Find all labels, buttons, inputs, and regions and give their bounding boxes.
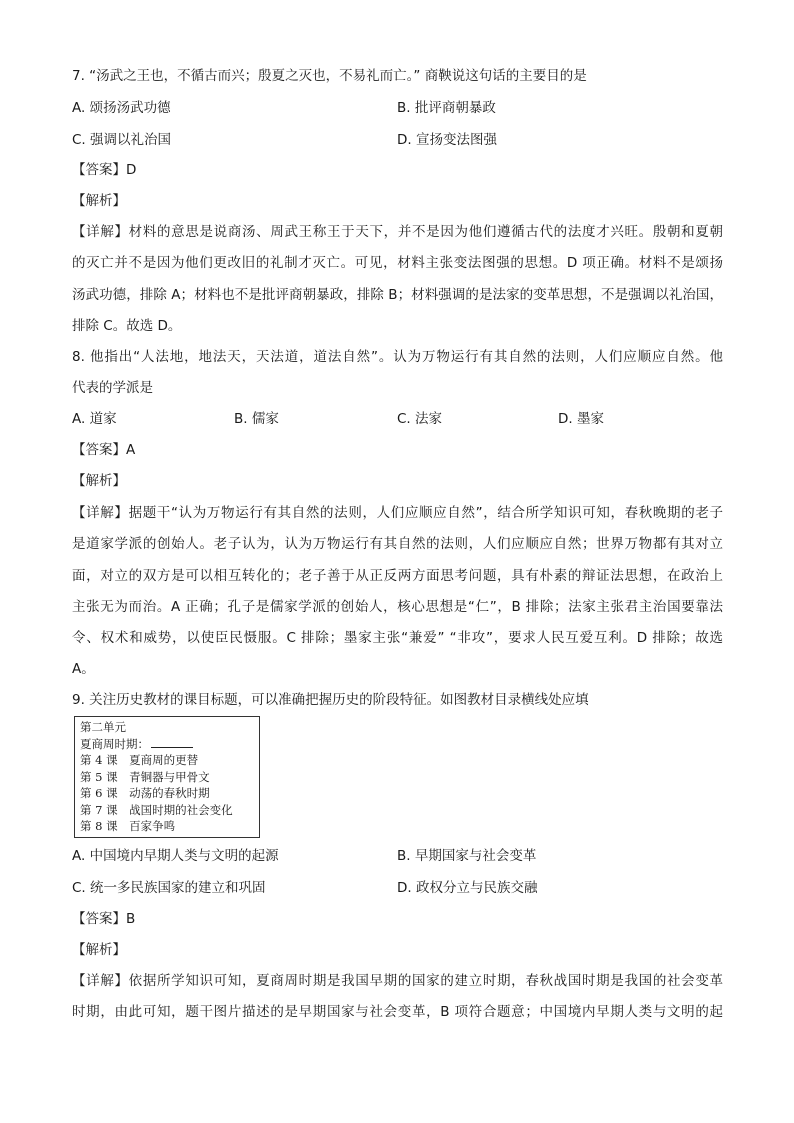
q8-detail-line: 【详解】据题干“认为万物运行有其自然的法则，人们应顺应自然”，结合所学知识可知，春秋晚期的老子 <box>72 505 723 521</box>
q7-detail-line: 的灭亡并不是因为他们更改旧的礼制才灭亡。可见，材料主张变法图强的思想。D 项正确。材料不是颂扬 <box>72 255 723 271</box>
q7-option-b: B. 批评商朝暴政 <box>397 100 496 116</box>
q7-analysis-label: 【解析】 <box>72 193 126 209</box>
toc-lesson: 第 6 课 动荡的春秋时期 <box>80 786 210 800</box>
q7-option-d: D. 宣扬变法图强 <box>397 132 497 148</box>
toc-period: 夏商周时期： <box>80 736 259 753</box>
q8-detail-line: 主张无为而治。A 正确；孔子是儒家学派的创始人，核心思想是“仁”，B 排除；法家主张君主治国要靠法 <box>72 599 723 615</box>
toc-lesson: 第 7 课 战国时期的社会变化 <box>80 802 233 817</box>
q7-detail-line: 【详解】材料的意思是说商汤、周武王称王于天下，并不是因为他们遵循古代的法度才兴旺。殷朝和夏朝 <box>72 224 723 240</box>
q8-stem-line: 8. 他指出“人法地，地法天，天法道，道法自然”。认为万物运行有其自然的法则，人们应顺应自然。他 <box>72 349 723 365</box>
q9-detail-line: 时期，由此可知，题干图片描述的是早期国家与社会变革，B 项符合题意；中国境内早期人类与文明的起 <box>72 1004 723 1020</box>
q9-stem: 9. 关注历史教材的课目标题，可以准确把握历史的阶段特征。如图教材目录横线处应填 <box>72 692 589 708</box>
toc-unit: 第二单元 <box>80 720 126 734</box>
q7-stem: 7. “汤武之王也，不循古而兴；殷夏之灭也，不易礼而亡。” 商鞅说这句话的主要目的是 <box>72 68 587 84</box>
q7-detail-line: 汤武功德，排除 A；材料也不是批评商朝暴政，排除 B；材料强调的是法家的变革思想，不是强调以礼治国， <box>72 287 723 303</box>
q8-option-b: B. 儒家 <box>234 411 279 427</box>
q8-option-d: D. 墨家 <box>558 411 604 427</box>
q7-detail-line: 排除 C。故选 D。 <box>72 318 182 334</box>
q8-analysis-label: 【解析】 <box>72 473 126 489</box>
toc-lesson: 第 4 课 夏商周的更替 <box>80 753 199 767</box>
q9-analysis-label: 【解析】 <box>72 942 126 958</box>
toc-lesson: 第 5 课 青铜器与甲骨文 <box>80 769 210 784</box>
q8-detail-line: 是道家学派的创始人。老子认为，认为万物运行有其自然的法则，人们应顺应自然；世界万物都有其对立 <box>72 536 723 552</box>
fill-in-blank <box>151 736 193 748</box>
q9-option-d: D. 政权分立与民族交融 <box>397 880 538 896</box>
q8-detail-line: 面，对立的双方是可以相互转化的；老子善于从正反两方面思考问题，具有朴素的辩证法思想，在政治上 <box>72 568 723 584</box>
q8-detail-line: A。 <box>72 661 95 677</box>
q8-option-a: A. 道家 <box>72 411 117 427</box>
q8-answer: 【答案】A <box>72 442 136 458</box>
q9-option-a: A. 中国境内早期人类与文明的起源 <box>72 848 279 864</box>
q9-answer: 【答案】B <box>72 911 136 927</box>
toc-lesson: 第 8 课 百家争鸣 <box>80 819 176 833</box>
q7-option-c: C. 强调以礼治国 <box>72 132 172 148</box>
q9-option-c: C. 统一多民族国家的建立和巩固 <box>72 880 266 896</box>
q7-option-a: A. 颂扬汤武功德 <box>72 100 171 116</box>
q9-option-b: B. 早期国家与社会变革 <box>397 848 537 864</box>
q8-option-c: C. 法家 <box>397 411 443 427</box>
textbook-contents-box <box>74 716 260 838</box>
q8-detail-line: 令、权术和威势，以使臣民慑服。C 排除；墨家主张“兼爱” “非攻”，要求人民互爱互利。D 排除；故选 <box>72 630 723 646</box>
q9-detail-line: 【详解】依据所学知识可知，夏商周时期是我国早期的国家的建立时期，春秋战国时期是我国的社会变革 <box>72 973 723 989</box>
q7-answer: 【答案】D <box>72 162 137 178</box>
q8-stem-line: 代表的学派是 <box>72 380 153 396</box>
